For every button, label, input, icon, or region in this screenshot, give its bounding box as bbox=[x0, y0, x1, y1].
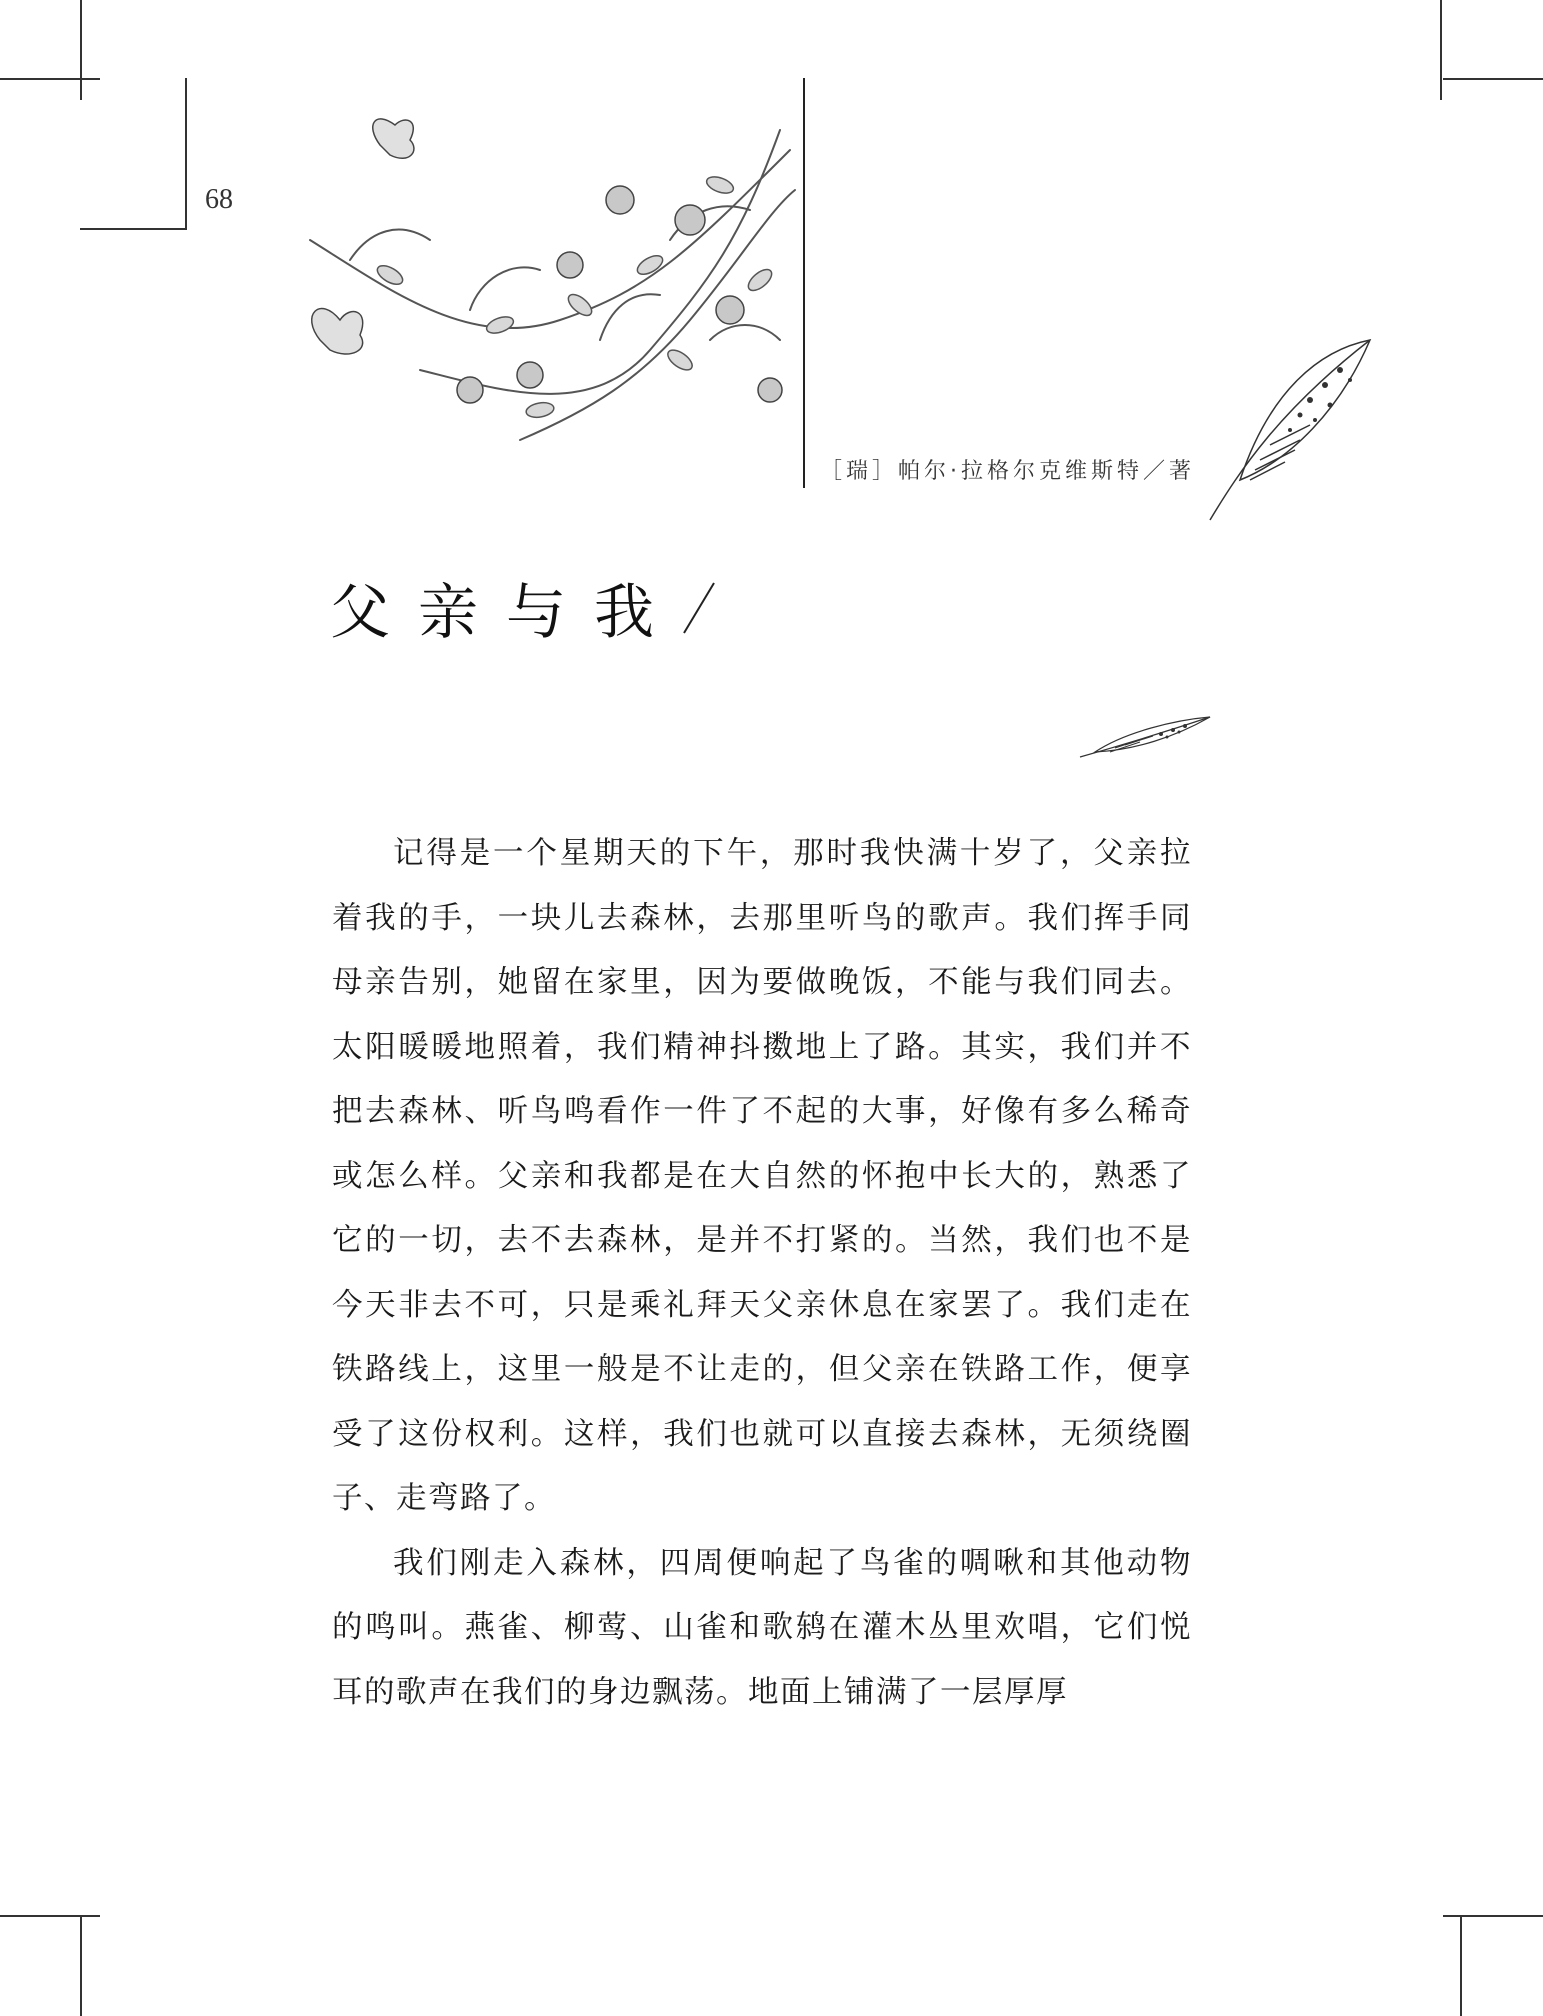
title-block bbox=[330, 565, 719, 648]
paragraph: 记得是一个星期天的下午，那时我快满十岁了，父亲拉着我的手，一块儿去森林，去那里听鸟的歌声。我们挥手同母亲告别，她留在家里，因为要做晚饭，不能与我们同去。太阳暖暖地照着，我们精神抖擞地上了路。其实，我们并不把去森林、听鸟鸣看作一件了不起的大事，好像有多么稀奇或怎么样。父亲和我都是在大自然的怀抱中长大的，熟悉了它的一切，去不去森林，是并不打紧的。当然，我们也不是今天非去不可，只是乘礼拜天父亲休息在家罢了。我们走在铁路线上，这里一般是不让走的，但父亲在铁路工作，便享受了这份权利。这样，我们也就可以直接去森林，无须绕圈子、走弯路了。 bbox=[332, 836, 1192, 1516]
vertical-divider bbox=[803, 78, 805, 488]
page-number: 68 bbox=[205, 184, 233, 215]
flower-butterfly-illustration bbox=[270, 90, 800, 490]
article-title: 父亲与我 bbox=[330, 578, 682, 648]
author-credit: ［瑞］帕尔·拉格尔克维斯特／著 bbox=[820, 459, 1195, 484]
article-body bbox=[332, 822, 1192, 1725]
paragraph: 我们刚走入森林，四周便响起了鸟雀的啁啾和其他动物的鸣叫。燕雀、柳莺、山雀和歌鸫在灌木丛里欢唱，它们悦耳的歌声在我们的身边飘荡。地面上铺满了一层厚厚 bbox=[332, 1545, 1192, 1710]
title-slash-mark bbox=[679, 578, 719, 638]
feather-icon bbox=[1075, 712, 1215, 762]
feather-icon bbox=[1200, 330, 1380, 530]
